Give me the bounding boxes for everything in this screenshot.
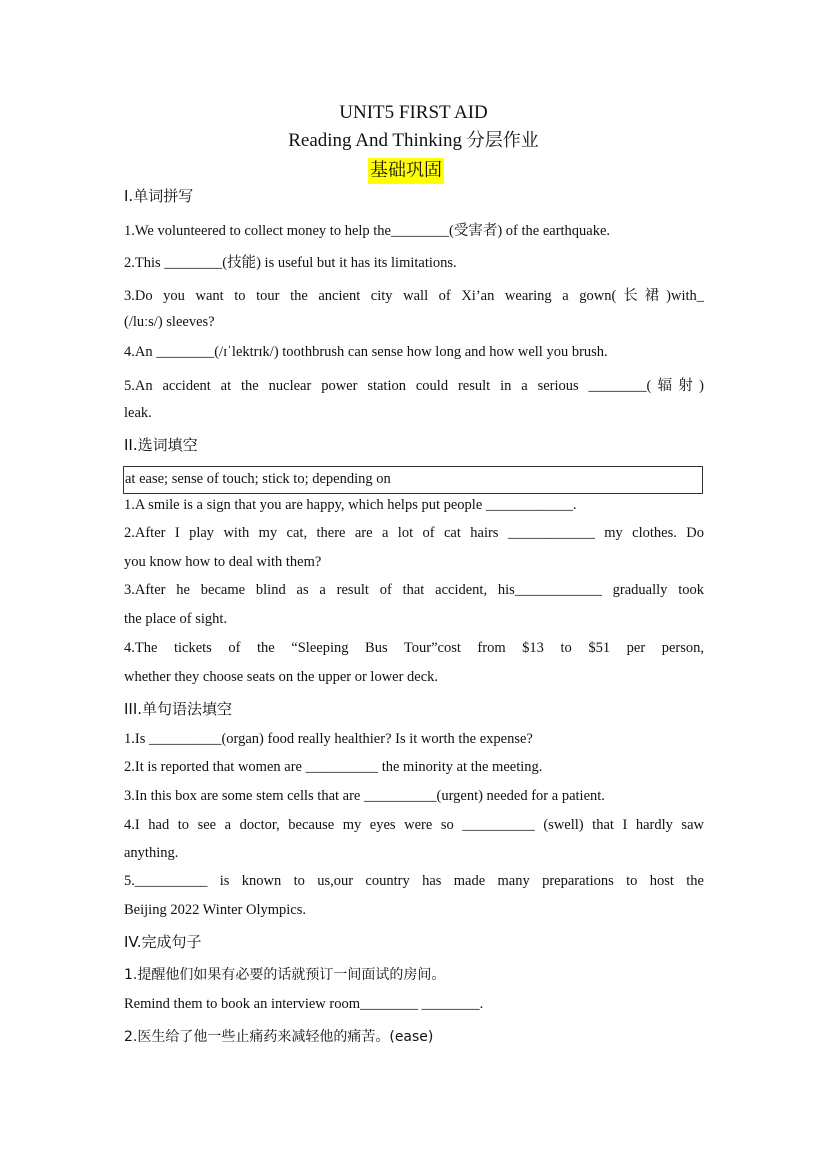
level-label: 基础巩固: [368, 158, 444, 184]
word-bank-box: at ease; sense of touch; stick to; depending on: [123, 466, 703, 494]
section-2-line: 1.A smile is a sign that you are happy, which helps put people ____________.: [124, 497, 577, 513]
section-2-line: 4.The tickets of the “Sleeping Bus Tour”cost from $13 to $51 per person,: [124, 640, 704, 656]
section-1-line: 3.Do you want to tour the ancient city wall of Xi’an wearing a gown(长裙)with_: [124, 288, 704, 304]
section-3-line: 4.I had to see a doctor, because my eyes were so __________ (swell) that I hardly saw: [124, 817, 704, 833]
section-3-line: 5.__________ is known to us,our country has made many preparations to host the: [124, 873, 704, 889]
section-2-line: 2.After I play with my cat, there are a lot of cat hairs ____________ my clothes. Do: [124, 525, 704, 541]
section-3-line: 1.Is __________(organ) food really healthier? Is it worth the expense?: [124, 731, 533, 747]
section-3-line: 3.In this box are some stem cells that are __________(urgent) needed for a patient.: [124, 788, 605, 804]
section-3-line: Beijing 2022 Winter Olympics.: [124, 902, 306, 918]
section-2-line: the place of sight.: [124, 611, 228, 627]
section-1-line: 2.This ________(技能) is useful but it has its limitations.: [124, 255, 457, 271]
section-1-line: 1.We volunteered to collect money to help the________(受害者) of the earthquake.: [124, 223, 611, 239]
section-4-line: 2.医生给了他一些止痛药来减轻他的痛苦。(ease): [124, 1029, 434, 1045]
section-2-line: 3.After he became blind as a result of that accident, his____________ gradually took: [124, 582, 704, 598]
lesson-title-cn: 分层作业: [466, 130, 539, 151]
section-1-line: (/luːs/) sleeves?: [124, 314, 215, 330]
section-4-line: 1.提醒他们如果有必要的话就预订一间面试的房间。: [124, 967, 446, 983]
lesson-title-en: Reading And Thinking: [288, 130, 467, 151]
lesson-title: [0, 126, 827, 152]
section-3-line: anything.: [124, 845, 179, 861]
section-1-line: leak.: [124, 405, 152, 421]
section-1-line: 5.An accident at the nuclear power station could result in a serious ________(辐射): [124, 378, 704, 394]
section-1-line: 4.An ________(/ɪˈlektrɪk/) toothbrush can sense how long and how well you brush.: [124, 344, 608, 360]
section-4-heading: IV.完成句子: [124, 933, 202, 951]
section-1-heading: I.单词拼写: [124, 187, 194, 205]
section-2-line: you know how to deal with them?: [124, 554, 322, 570]
section-3-heading: III.单句语法填空: [124, 700, 233, 718]
section-2-heading: II.选词填空: [124, 436, 198, 454]
section-3-line: 2.It is reported that women are __________ the minority at the meeting.: [124, 759, 543, 775]
unit-title: UNIT5 FIRST AID: [339, 102, 488, 123]
section-4-line: Remind them to book an interview room________ ________.: [124, 996, 484, 1012]
section-2-line: whether they choose seats on the upper or lower deck.: [124, 669, 439, 685]
